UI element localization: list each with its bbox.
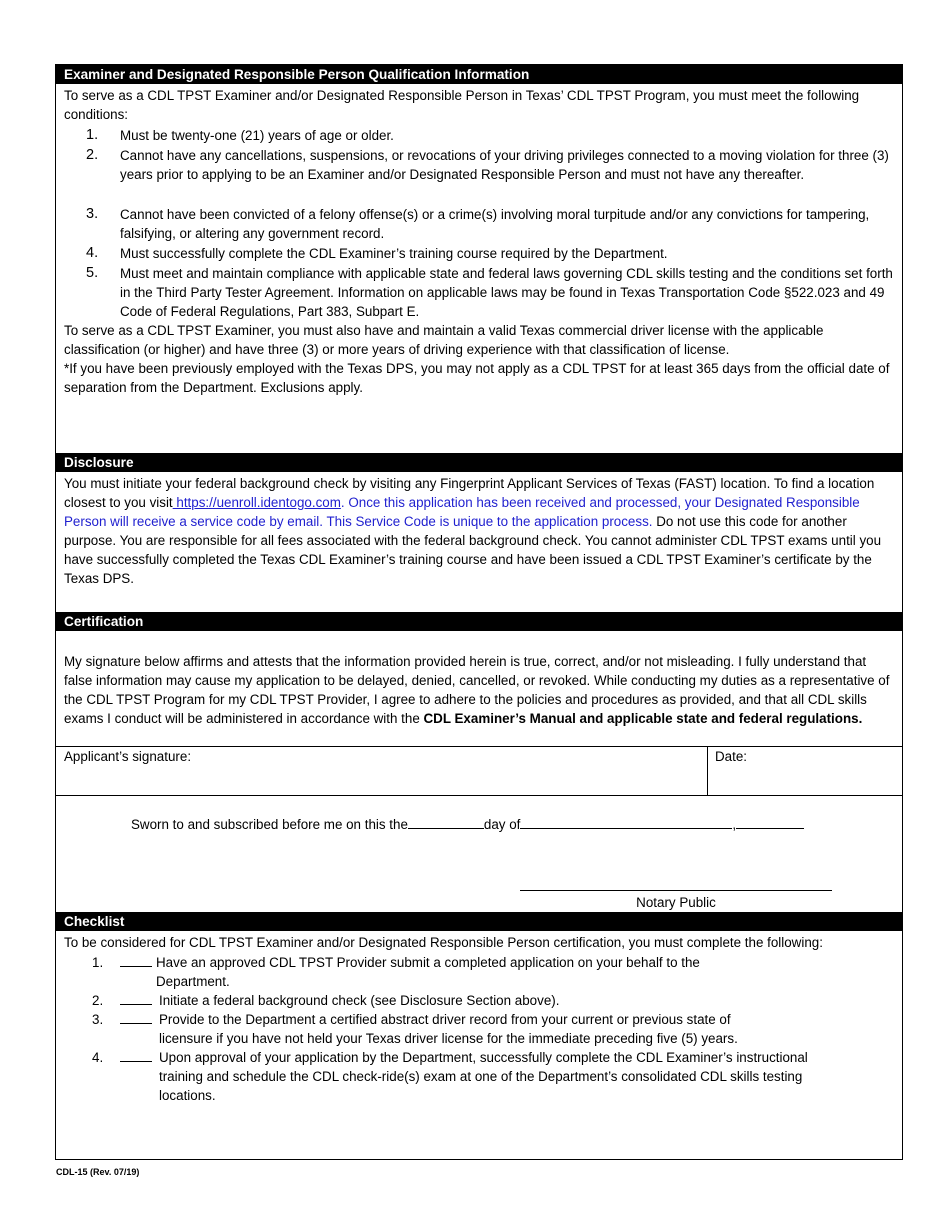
list-number: 3. xyxy=(86,206,99,222)
list-text: Must meet and maintain compliance with applicable state and federal laws governing CDL skills testing and the conditions set forth in the Third Party Tester Agreement. Information on applicable laws may be found in Texas Transportation Code §522.023 and 49 Code of Federal Regulations, Part 383, Subpart E. xyxy=(120,266,893,319)
checklist-text: Upon approval of your application by the Department, successfully complete the CDL Examiner’s instructional training and schedule the CDL check-ride(s) exam at one of the Department’s consolidated CDL skills testing locations. xyxy=(159,1050,808,1103)
checklist-text: Have an approved CDL TPST Provider submit a completed application on your behalf to the Department. xyxy=(156,955,700,989)
certification-header: Certification xyxy=(56,612,902,631)
list-number: 5. xyxy=(86,265,99,281)
list-text: Cannot have been convicted of a felony offense(s) or a crime(s) involving moral turpitude and/or any convictions for tampering, falsifying, or altering any government record. xyxy=(120,207,870,241)
notary-label: Notary Public xyxy=(636,895,716,910)
list-text: Must be twenty-one (21) years of age or older. xyxy=(120,128,394,143)
certification-text-main: My signature below affirms and attests that the information provided herein is true, correct, and/or not misleading. I fully understand that false information may cause my application to be delayed, denied, cancelled, or revoked. While conducting my duties as a representative of the CDL TPST Program for my CDL TPST Provider, I agree to adhere to the policies and procedures as provided, and that all CDL skills exams I conduct will be administered in accordance with the xyxy=(64,654,890,726)
examiner-note: To serve as a CDL TPST Examiner, you must also have and maintain a valid Texas commercial driver license with the applicable classification (or higher) and have three (3) or more years of driving experience with that classification of license. xyxy=(64,323,824,357)
list-text: Cannot have any cancellations, suspensions, or revocations of your driving privileges connected to a moving violation for three (3) years prior to applying to be an Examiner and/or Designated Responsible Person and must not have any thereafter. xyxy=(120,148,889,182)
qualification-header: Examiner and Designated Responsible Person Qualification Information xyxy=(56,65,902,84)
list-number: 4. xyxy=(86,245,99,261)
checklist-text: Initiate a federal background check (see Disclosure Section above). xyxy=(159,993,560,1008)
month-field[interactable] xyxy=(520,815,732,829)
day-field[interactable] xyxy=(408,815,484,829)
checklist-text: Provide to the Department a certified abstract driver record from your current or previous state of licensure if you have not held your Texas driver license for the immediate preceding five (5) years. xyxy=(159,1012,738,1046)
date-field[interactable] xyxy=(708,747,902,795)
list-text: Must successfully complete the CDL Examiner’s training course required by the Department. xyxy=(120,246,668,261)
sworn-statement xyxy=(131,815,891,834)
checklist-number: 4. xyxy=(92,1050,104,1065)
checkbox-blank[interactable] xyxy=(120,966,152,967)
signature-label: Applicant’s signature: xyxy=(64,749,192,764)
divider xyxy=(56,795,902,796)
date-label: Date: xyxy=(715,749,748,764)
identogo-link[interactable]: https://uenroll.identogo.com xyxy=(172,495,341,510)
disclosure-text xyxy=(64,474,898,588)
disclosure-service-code-text: . Once this application has been received and processed, your Designated Responsible Person will receive a service code by email. This Service Code is unique to the application process. xyxy=(64,495,860,529)
sworn-text-2: day of xyxy=(483,817,521,832)
checklist-number: 3. xyxy=(92,1012,104,1027)
disclosure-text-1: You must initiate your federal background check by visiting any Fingerprint Applicant Services of Texas (FAST) location. To find a location closest to you visit xyxy=(64,476,875,510)
disclosure-header: Disclosure xyxy=(56,453,902,472)
list-number: 1. xyxy=(86,127,99,143)
checkbox-blank[interactable] xyxy=(120,1023,152,1024)
checklist-number: 2. xyxy=(92,993,104,1008)
checklist-header: Checklist xyxy=(56,912,902,931)
checklist-intro: To be considered for CDL TPST Examiner and/or Designated Responsible Person certification, you must complete the following: xyxy=(64,935,823,950)
qualification-intro: To serve as a CDL TPST Examiner and/or Designated Responsible Person in Texas’ CDL TPST Program, you must meet the following conditions: xyxy=(64,88,860,122)
form-id: CDL-15 (Rev. 07/19) xyxy=(56,1167,140,1177)
signature-field[interactable] xyxy=(56,747,706,795)
sworn-comma: , xyxy=(732,817,737,832)
application-form xyxy=(55,64,903,1160)
checklist-number: 1. xyxy=(92,955,104,970)
disclosure-text-3: Do not use this code for another purpose. You are responsible for all fees associated with the federal background check. You cannot administer CDL TPST exams until you have successfully completed the Texas CDL Examiner’s training course and have been issued a CDL TPST Examiner’s certificate by the Texas DPS. xyxy=(64,514,882,586)
certification-text xyxy=(64,652,898,728)
certification-text-bold: CDL Examiner’s Manual and applicable state and federal regulations. xyxy=(419,711,863,726)
sworn-text-1: Sworn to and subscribed before me on this the xyxy=(131,817,408,832)
checkbox-blank[interactable] xyxy=(120,1004,152,1005)
dps-note: *If you have been previously employed with the Texas DPS, you may not apply as a CDL TPST for at least 365 days from the official date of separation from the Department. Exclusions apply. xyxy=(64,361,890,395)
year-field[interactable] xyxy=(736,815,804,829)
list-number: 2. xyxy=(86,147,99,163)
notary-signature-line[interactable] xyxy=(520,890,832,891)
checkbox-blank[interactable] xyxy=(120,1061,152,1062)
